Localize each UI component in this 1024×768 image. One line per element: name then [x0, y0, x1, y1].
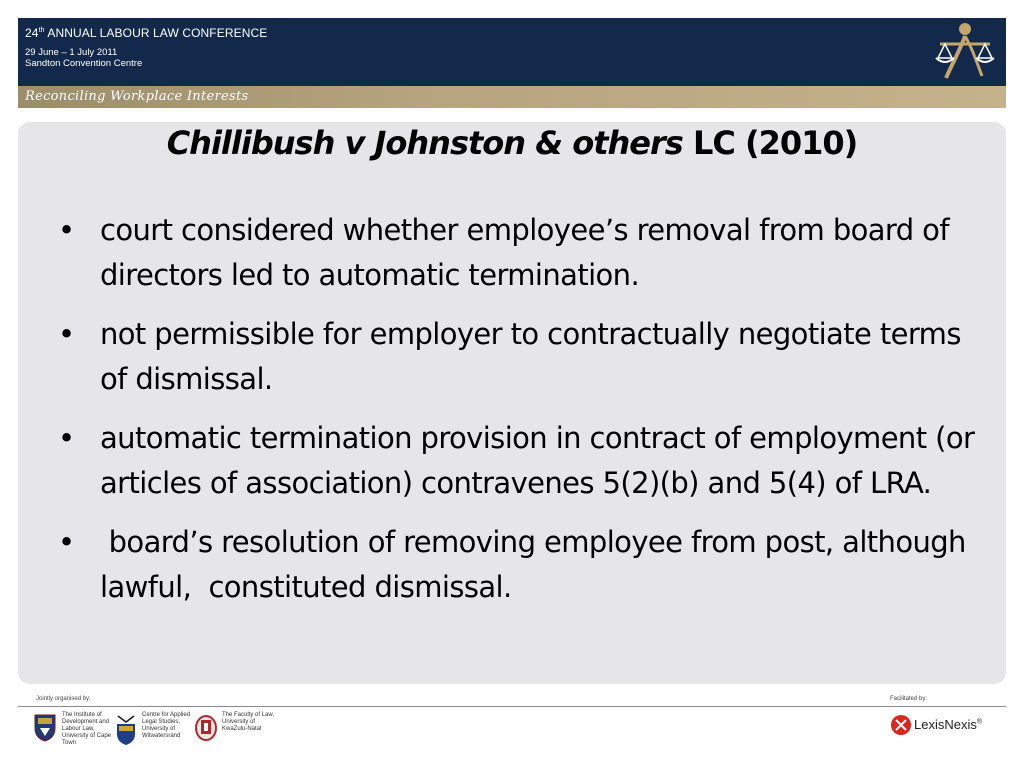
lexisnexis-logo [890, 714, 990, 736]
bullet-item: • automatic termination provision in contract of employment (or articles of association) contravenes 5(2)(b) and 5(4) of LRA. [58, 416, 978, 506]
slide-title [18, 124, 1006, 162]
bullet-item: • not permissible for employer to contractually negotiate terms of dismissal. [58, 312, 978, 402]
conference-title: 24th ANNUAL LABOUR LAW CONFERENCE [25, 26, 268, 40]
organiser-wits: Centre for Applied Legal Studies, University of Witwatersrand [114, 712, 204, 752]
conference-header [18, 18, 1006, 86]
bullet-icon: • [58, 421, 75, 455]
bullet-list [58, 208, 978, 624]
sponsor-name: LexisNexis [914, 717, 977, 732]
organisers-label: Jointly organised by: [36, 696, 91, 702]
organiser-ukzn: The Faculty of Law, University of KwaZulu-Natal [194, 712, 284, 752]
bullet-item: • court considered whether employee’s removal from board of directors led to automatic termination. [58, 208, 978, 298]
tagline-text: Reconciling Workplace Interests [25, 89, 249, 104]
bullet-icon: • [58, 213, 75, 247]
organiser-uct: The Institute of Development and Labour Law, University of Cape Town [34, 712, 124, 752]
case-citation: LC (2010) [682, 124, 858, 162]
tagline-band [18, 86, 1006, 108]
conference-venue: Sandton Convention Centre [25, 58, 143, 69]
bullet-icon: • [58, 317, 75, 351]
scales-of-justice-icon [932, 20, 998, 84]
bullet-icon: • [58, 525, 75, 559]
facilitator-label: Facilitated by: [890, 696, 928, 702]
case-name: Chillibush v Johnston & others [166, 124, 683, 162]
conference-dates: 29 June – 1 July 2011 [25, 47, 118, 58]
slide-content-panel [18, 122, 1006, 684]
conference-details [25, 47, 142, 69]
bullet-item: • board’s resolution of removing employee from post, although lawful, constituted dismissal. [58, 520, 978, 610]
footer-divider [18, 706, 1006, 707]
ukzn-crest-icon [194, 714, 218, 742]
lexisnexis-icon [890, 714, 912, 736]
uct-crest-icon [34, 714, 56, 742]
wits-crest-icon [114, 714, 138, 746]
registered-mark: ® [976, 718, 983, 726]
